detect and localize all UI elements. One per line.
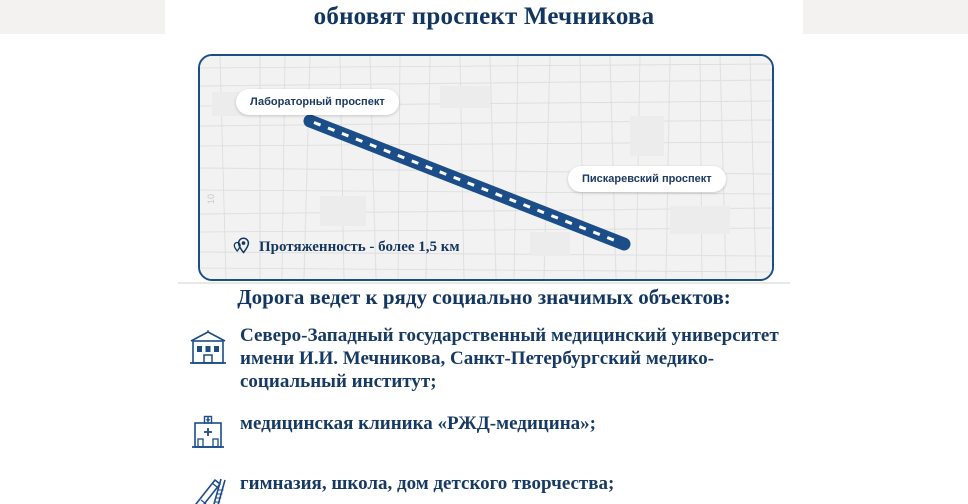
section-subtitle-text: Дорога ведет к ряду социально значимых объектов: xyxy=(237,284,731,309)
hospital-icon xyxy=(186,410,230,454)
list-item xyxy=(186,470,806,504)
map-label-piskarevsky-text: Пискаревский проспект xyxy=(582,173,712,185)
map-label-laboratorny-text: Лабораторный проспект xyxy=(250,96,385,108)
list-item xyxy=(186,322,806,394)
section-subtitle xyxy=(165,282,803,312)
list-item xyxy=(186,410,806,454)
map-label-piskarevsky xyxy=(568,166,726,192)
list-item-text: гимназия, школа, дом детского творчества; xyxy=(240,472,615,494)
map-card xyxy=(198,54,774,281)
objects-list xyxy=(186,322,806,504)
header-inner xyxy=(165,0,803,34)
university-building-icon xyxy=(186,326,230,370)
list-item-text: Северо-Западный государственный медицинский университет имени И.И. Мечникова, Санкт-Петербургский медико-социальный институт; xyxy=(240,325,779,393)
route-length xyxy=(232,236,460,258)
header-band xyxy=(0,0,968,34)
school-supplies-icon xyxy=(186,470,230,504)
list-item-text: медицинская клиника «РЖД-медицина»; xyxy=(240,412,596,434)
map-label-laboratorny xyxy=(236,89,399,115)
map-pin-icon xyxy=(232,236,252,258)
route-length-text: Протяженность - более 1,5 км xyxy=(259,238,460,255)
page-title: обновят проспект Мечникова xyxy=(313,3,655,30)
svg-text:10: 10 xyxy=(206,193,216,204)
